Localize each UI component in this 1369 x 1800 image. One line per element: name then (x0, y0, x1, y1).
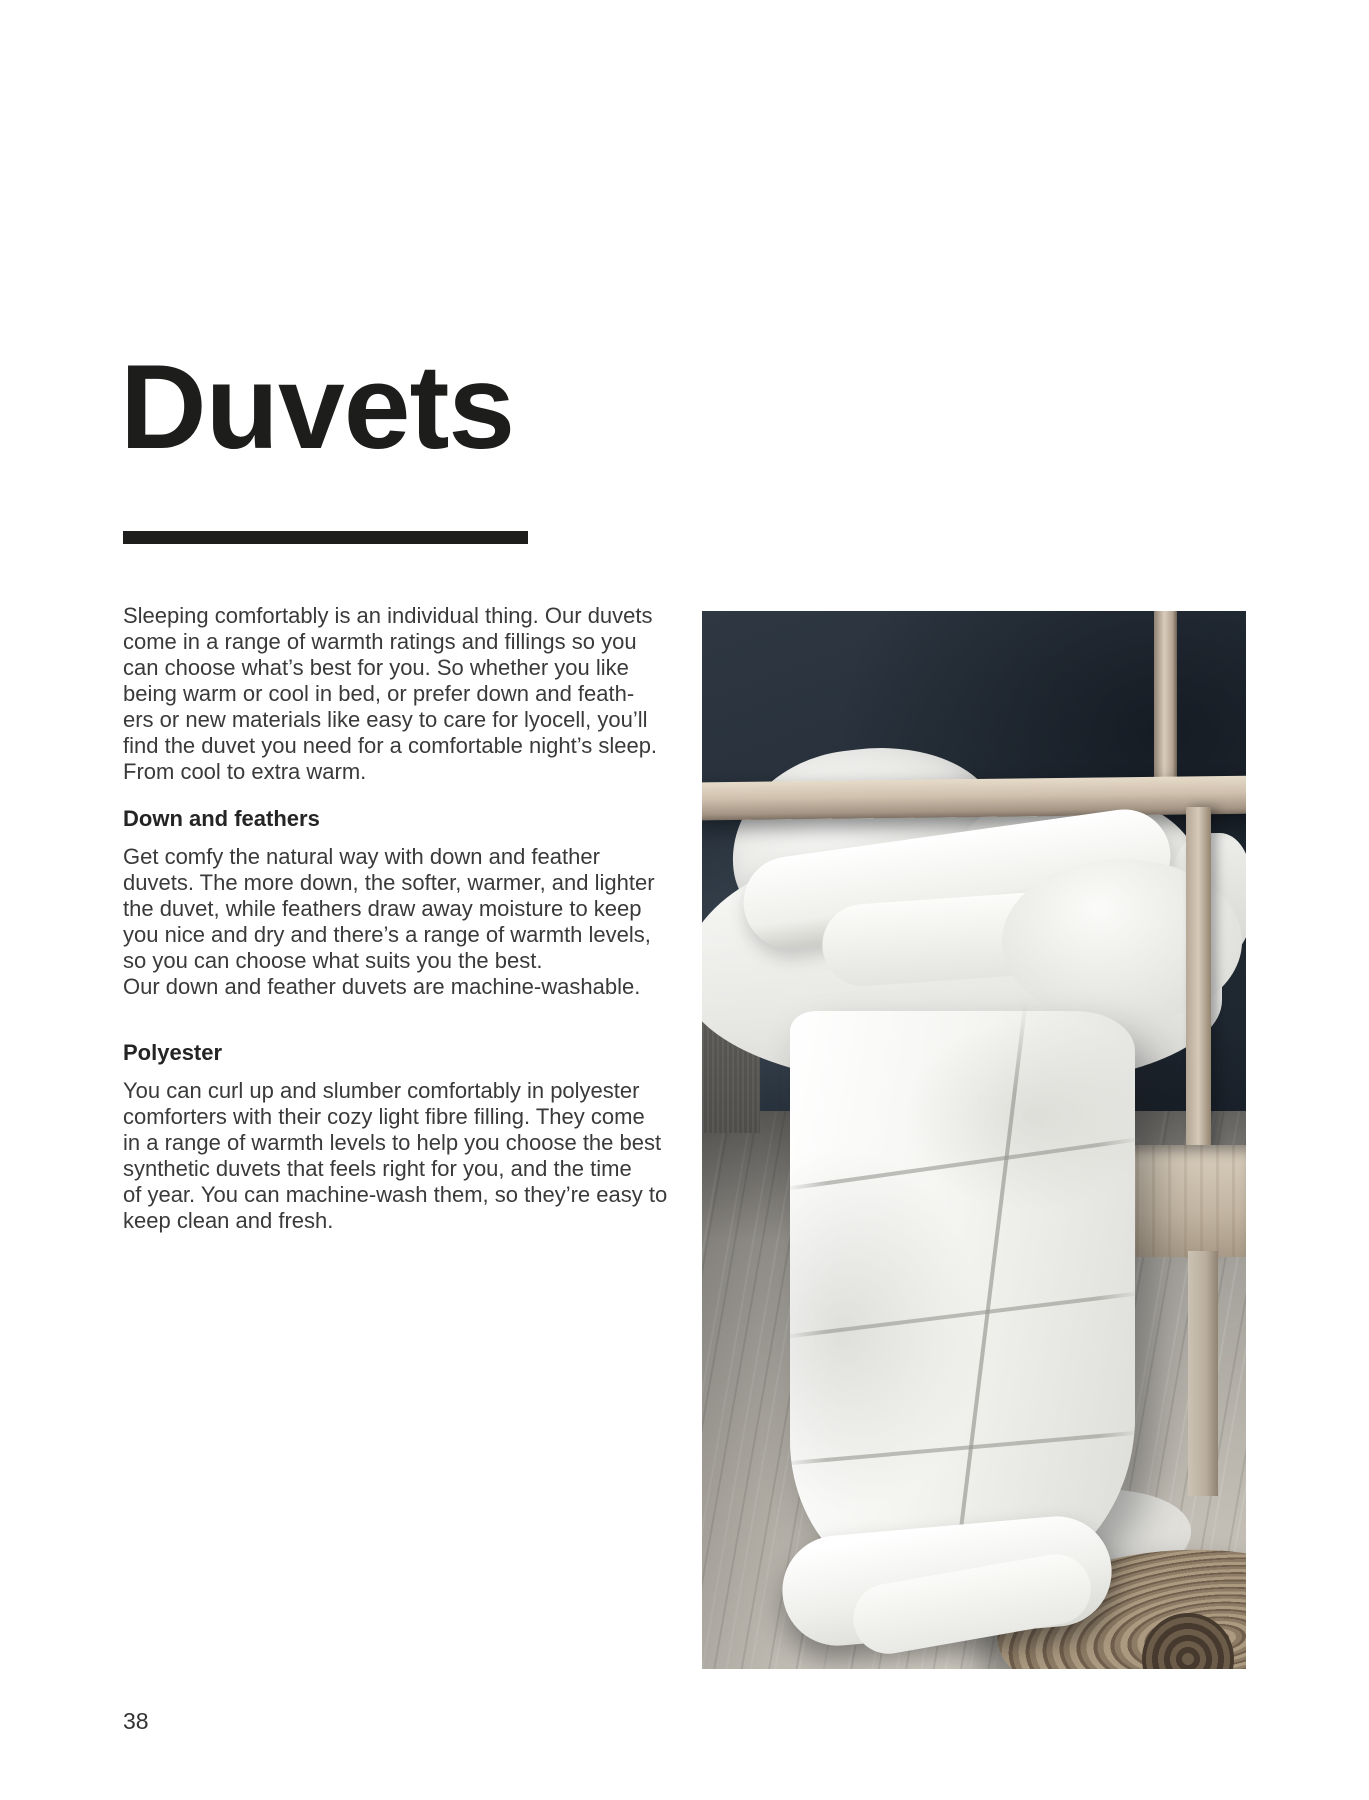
section-heading-down-and-feathers: Down and feathers (123, 806, 320, 831)
photo-bed-leg (1188, 1251, 1218, 1496)
section-line: Our down and feather duvets are machine-washable. (123, 974, 641, 999)
photo-hanging-duvet (790, 1011, 1135, 1591)
photo-quilt-seam (784, 1291, 1141, 1339)
section-line: You can curl up and slumber comfortably in polyester (123, 1078, 640, 1103)
intro-line: From cool to extra warm. (123, 759, 367, 784)
section-heading-polyester: Polyester (123, 1040, 223, 1065)
intro-line: can choose what’s best for you. So whether you like (123, 655, 629, 680)
section-line: comforters with their cozy light fibre filling. They come (123, 1104, 645, 1129)
intro-line: being warm or cool in bed, or prefer down and feath- (123, 681, 635, 706)
section-line: synthetic duvets that feels right for you, and the time (123, 1156, 632, 1181)
title-underline-bar (123, 531, 528, 544)
photo-bed-rail (702, 776, 1246, 821)
duvet-photo (702, 611, 1246, 1669)
section-down-and-feathers (123, 806, 683, 1000)
intro-line: find the duvet you need for a comfortable night’s sleep. (123, 733, 658, 758)
page-number: 38 (123, 1708, 149, 1734)
section-polyester (123, 1040, 683, 1234)
section-line: keep clean and fresh. (123, 1208, 334, 1233)
intro-paragraph (123, 603, 683, 785)
section-line: so you can choose what suits you the best. (123, 948, 543, 973)
photo-bed-side-panel (1120, 1145, 1246, 1257)
page-title: Duvets (120, 340, 515, 474)
section-line: the duvet, while feathers draw away moisture to keep (123, 896, 642, 921)
section-line: in a range of warmth levels to help you choose the best (123, 1130, 662, 1155)
photo-bed-post (1154, 611, 1177, 791)
photo-quilt-seam (950, 1001, 1027, 1600)
photo-quilt-seam (785, 1137, 1141, 1191)
section-line: of year. You can machine-wash them, so they’re easy to (123, 1182, 668, 1207)
section-line: duvets. The more down, the softer, warmer, and lighter (123, 870, 655, 895)
photo-quilt-seam (784, 1430, 1142, 1465)
intro-line: come in a range of warmth ratings and fillings so you (123, 629, 637, 654)
section-line: Get comfy the natural way with down and feather (123, 844, 600, 869)
section-line: you nice and dry and there’s a range of warmth levels, (123, 922, 651, 947)
intro-line: Sleeping comfortably is an individual thing. Our duvets (123, 603, 653, 628)
intro-line: ers or new materials like easy to care for lyocell, you’ll (123, 707, 648, 732)
